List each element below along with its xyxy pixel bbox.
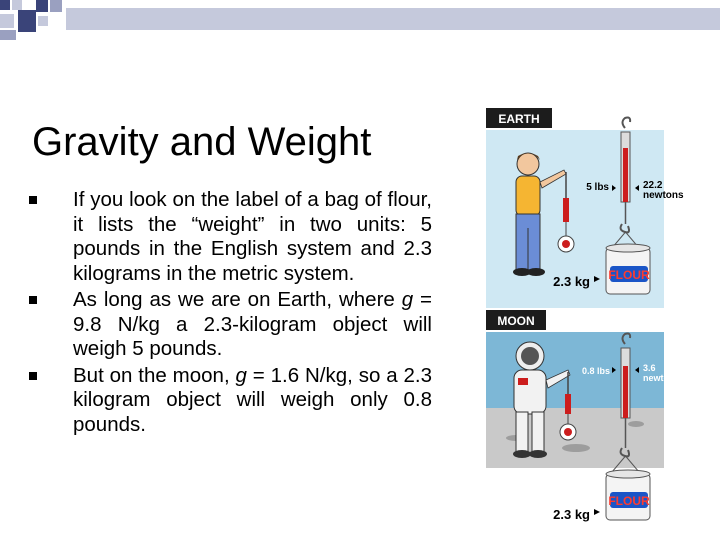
gravity-illustration	[486, 108, 684, 528]
square-bullet-icon	[29, 296, 37, 304]
flour-bag	[606, 470, 650, 520]
earth-newtons-unit: newtons	[643, 190, 684, 201]
earth-newtons-value: 22.2	[643, 180, 663, 191]
moon-newtons-value: 3.6	[643, 363, 656, 373]
square-bullet-icon	[29, 372, 37, 380]
bullet-item	[28, 288, 432, 362]
flour-bag	[606, 244, 650, 294]
header-decoration	[0, 0, 720, 40]
bullet-text: If you look on the label of a bag of flour, it lists the “weight” in two units: 5 pounds in the English system and 2.3 kilograms in the metric system.	[73, 188, 432, 285]
bullet-item	[28, 188, 432, 286]
square-bullet-icon	[29, 196, 37, 204]
moon-newtons-unit: newtons	[643, 373, 680, 383]
earth-flour-label: FLOUR	[608, 268, 650, 282]
earth-mass-label: 2.3 kg	[553, 274, 590, 289]
moon-mass-label: 2.3 kg	[553, 507, 590, 522]
bullet-list	[28, 188, 432, 439]
earth-label: EARTH	[498, 112, 540, 126]
moon-panel	[486, 310, 680, 522]
moon-pounds-reading: 0.8 lbs	[581, 366, 610, 376]
moon-flour-label: FLOUR	[608, 494, 650, 508]
bullet-text: But on the moon, g = 1.6 N/kg, so a 2.3 kilogram object will weigh only 0.8 pounds.	[73, 363, 432, 436]
earth-panel	[486, 108, 684, 308]
bullet-text: As long as we are on Earth, where g = 9.8 N/kg a 2.3‑kilogram object will weigh 5 pounds.	[73, 288, 432, 360]
slide-title: Gravity and Weight	[32, 120, 372, 164]
earth-pounds-reading: 5 lbs	[586, 182, 609, 193]
moon-label: MOON	[497, 314, 535, 328]
bullet-item	[28, 364, 432, 438]
